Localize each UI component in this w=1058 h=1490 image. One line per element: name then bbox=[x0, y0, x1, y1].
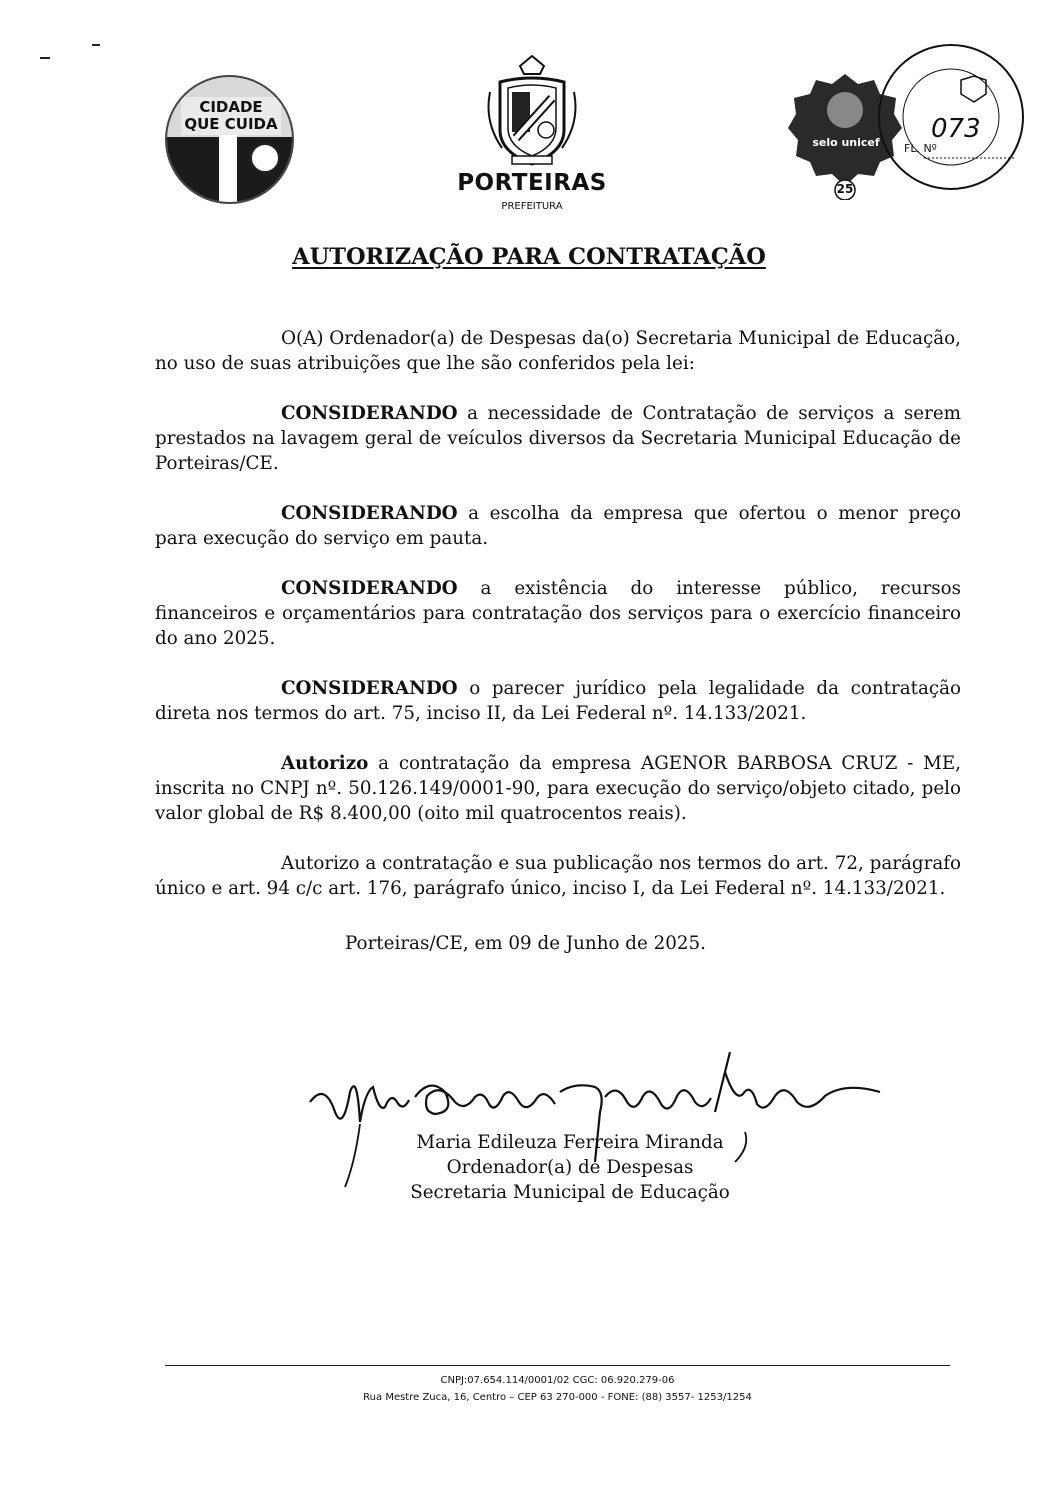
footer-divider bbox=[165, 1365, 950, 1366]
cidade-que-cuida-logo bbox=[165, 75, 294, 204]
considerando-text: a necessidade de Contratação de serviços a serem prestados na lavagem geral de veículos diversos da Secretaria Municipal Educação de Porteiras/CE. bbox=[155, 403, 961, 474]
folio-label: FL. Nº bbox=[904, 142, 937, 155]
publication-paragraph: Autorizo a contratação e sua publicação nos termos do art. 72, parágrafo único e art. 94 c/c art. 176, parágrafo único, inciso I, da Lei Federal nº. 14.133/2021. bbox=[155, 853, 961, 899]
considerando-keyword: CONSIDERANDO bbox=[281, 678, 458, 699]
document-title: AUTORIZAÇÃO PARA CONTRATAÇÃO bbox=[292, 244, 766, 270]
seal-number: 25 bbox=[836, 182, 854, 196]
scan-speck bbox=[92, 44, 100, 46]
logo-left-text: CIDADE QUE CUIDA bbox=[181, 97, 281, 135]
folio-number: 073 bbox=[931, 114, 981, 144]
considerando-keyword: CONSIDERANDO bbox=[281, 578, 458, 599]
considerando-text: a existência do interesse público, recursos financeiros e orçamentários para contratação dos serviços para o exercício financeiro do ano 2025. bbox=[155, 578, 961, 649]
signature-block bbox=[360, 1130, 780, 1205]
considerando-text: a escolha da empresa que ofertou o menor preço para execução do serviço em pauta. bbox=[155, 503, 961, 549]
considerando-paragraph bbox=[155, 501, 961, 551]
considerando-paragraph bbox=[155, 576, 961, 651]
intro-paragraph: O(A) Ordenador(a) de Despesas da(o) Secretaria Municipal de Educação, no uso de suas atribuições que lhe são conferidos pela lei: bbox=[155, 328, 961, 374]
protocol-stamp bbox=[876, 42, 1026, 192]
brand-name: PORTEIRAS bbox=[457, 170, 607, 196]
authorization-keyword: Autorizo bbox=[281, 753, 369, 774]
footer-registration: CNPJ:07.654.114/0001/02 CGC: 06.920.279-06 bbox=[440, 1375, 675, 1386]
authorization-paragraph bbox=[155, 751, 961, 826]
signer-role: Ordenador(a) de Despesas bbox=[446, 1157, 694, 1178]
document-body bbox=[155, 326, 961, 956]
signer-name: Maria Edileuza Ferreira Miranda bbox=[416, 1132, 724, 1153]
signer-department: Secretaria Municipal de Educação bbox=[410, 1182, 730, 1203]
seal-label: selo unicef bbox=[812, 136, 880, 149]
authorization-text: a contratação da empresa AGENOR BARBOSA CRUZ - ME, inscrita no CNPJ nº. 50.126.149/0001-90, para execução do serviço/objeto citado, pelo valor global de R$ 8.400,00 (oito mil quatrocentos reais). bbox=[155, 753, 961, 824]
brand-subtitle: PREFEITURA bbox=[501, 201, 563, 212]
scan-speck bbox=[40, 57, 50, 59]
considerando-keyword: CONSIDERANDO bbox=[281, 503, 458, 524]
date-line: Porteiras/CE, em 09 de Junho de 2025. bbox=[345, 933, 706, 954]
footer-address: Rua Mestre Zuca, 16, Centro – CEP 63 270-000 - FONE: (88) 3557- 1253/1254 bbox=[363, 1392, 752, 1403]
footer bbox=[165, 1372, 950, 1406]
considerando-keyword: CONSIDERANDO bbox=[281, 403, 458, 424]
considerando-text: o parecer jurídico pela legalidade da contratação direta nos termos do art. 75, inciso II, da Lei Federal nº. 14.133/2021. bbox=[155, 678, 961, 724]
considerando-paragraph bbox=[155, 676, 961, 726]
logo-left-badge bbox=[250, 143, 280, 173]
porteiras-crest-icon bbox=[482, 52, 582, 172]
considerando-paragraph bbox=[155, 401, 961, 476]
